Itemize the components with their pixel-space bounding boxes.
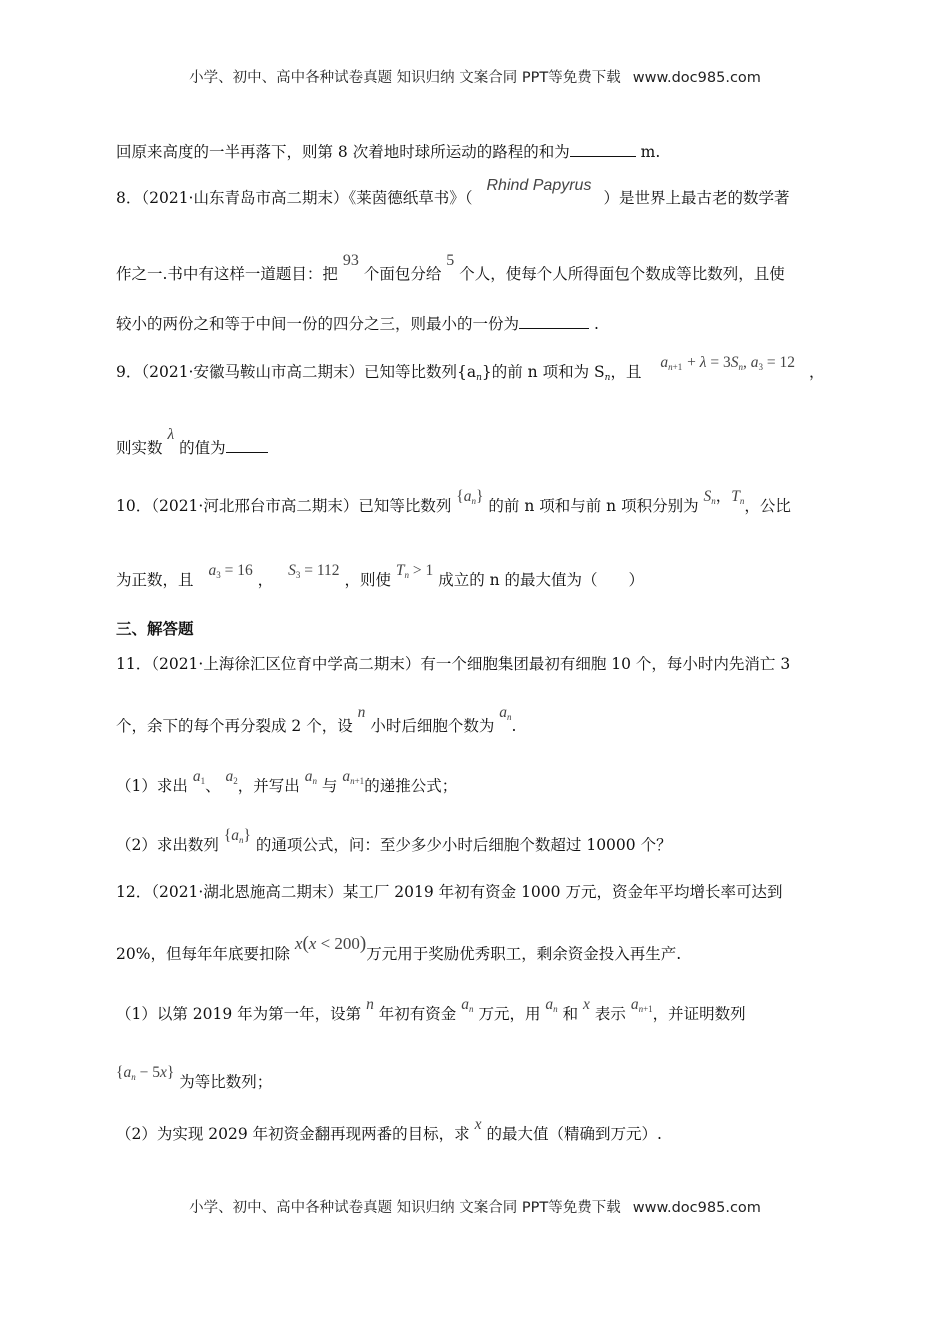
q9-text-d: ， xyxy=(809,363,825,381)
question-12-part1 xyxy=(116,996,746,1024)
question-9-line2 xyxy=(116,426,268,458)
question-12-line1: 12．（2021·湖北恩施高二期末）某工厂 2019 年初有资金 1000 万元，资金年平均增长率可达到 xyxy=(116,883,783,901)
q11-seq-an: $\{a_n\}$ xyxy=(223,827,251,845)
section-3-heading: 三、解答题 xyxy=(116,620,194,638)
q8-text-l2b: 个面包分给 xyxy=(363,265,442,283)
q11-an-plus-1: $a_{n+1}$ xyxy=(342,768,365,786)
q12-var-an-2: $a_n$ xyxy=(545,996,558,1014)
question-11-line1: 11．（2021·上海徐汇区位育中学高二期末）有一个细胞集团最初有细胞 10 个，每小时内先消亡 3 xyxy=(116,655,791,673)
q8-answer-blank[interactable] xyxy=(519,316,589,329)
q9-text-b: }的前 n 项和为 S xyxy=(481,363,605,381)
q11-var-n: n xyxy=(357,704,366,721)
question-8-line1 xyxy=(116,177,790,208)
q11-p1-text-e: 的递推公式； xyxy=(364,777,458,795)
q12-p2-text-a: （2）为实现 2029 年初资金翻再现两番的目标，求 xyxy=(116,1125,470,1143)
question-10-line1 xyxy=(116,487,791,516)
question-8-line3 xyxy=(116,312,599,334)
q10-text-l2c: ，则使 xyxy=(344,571,391,589)
q9-lambda-symbol: λ xyxy=(167,426,175,443)
q9-text-a: 9．（2021·安徽马鞍山市高二期末）已知等比数列{a xyxy=(116,363,477,381)
q9-text-l2b: 的值为 xyxy=(179,439,226,457)
question-11-part1 xyxy=(116,768,458,796)
question-12-part1-cont xyxy=(116,1064,273,1092)
q12-p1-text-b: 年初有资金 xyxy=(378,1005,457,1023)
q10-s3-eq: $S_3 = 112$ xyxy=(288,562,340,580)
q12-var-x-2: x xyxy=(474,1116,482,1133)
q10-text-b: 的前 n 项和与前 n 项积分别为 xyxy=(488,497,699,515)
q8-number-5: 5 xyxy=(446,252,455,269)
q12-seq-an-minus-5x: $\{a_n - 5x\}$ xyxy=(116,1064,175,1082)
q7-answer-blank[interactable] xyxy=(570,144,636,157)
q11-p2-text-b: 的通项公式，问：至少多少小时后细胞个数超过 10000 个？ xyxy=(255,836,672,854)
q10-sn-tn: $S_n$，$T_n$ xyxy=(703,487,745,506)
question-8-line2 xyxy=(116,252,785,284)
q12-p1-text-f: ，并证明数列 xyxy=(652,1005,746,1023)
q11-var-an: $a_n$ xyxy=(499,704,512,722)
q11-text-l2a: 个，余下的每个再分裂成 2 个，设 xyxy=(116,717,353,735)
q8-number-93: 93 xyxy=(342,252,359,269)
q12-p1-text-c: 万元，用 xyxy=(478,1005,541,1023)
q11-a1: $a_1$ xyxy=(192,768,206,786)
page-footer xyxy=(0,1196,950,1217)
question-10-line2 xyxy=(116,562,645,590)
q9-formula: $a_{n+1} + \lambda = 3S_n$, $a_3 = 12$ xyxy=(660,354,795,372)
q12-var-an-plus-1: $a_{n+1}$ xyxy=(630,996,653,1014)
q12-var-n: n xyxy=(366,996,374,1013)
q12-p2-text-b: 的最大值（精确到万元）. xyxy=(486,1125,662,1143)
q11-p1-text-b: 、 xyxy=(205,777,221,795)
q7-unit: m. xyxy=(640,143,661,161)
q8-text-l2a: 作之一.书中有这样一道题目：把 xyxy=(116,265,338,283)
q7-text: 回原来高度的一半再落下，则第 8 次着地时球所运动的路程的和为 xyxy=(116,143,570,161)
question-11-line2 xyxy=(116,704,517,736)
question-12-line2 xyxy=(116,933,682,965)
q12-var-x: x xyxy=(583,996,590,1013)
q8-text-b: ）是世界上最古老的数学著 xyxy=(603,189,790,207)
q12-var-an: $a_n$ xyxy=(461,996,474,1014)
header-site-link[interactable]: www.doc985.com xyxy=(632,70,761,86)
q12-x-lt-200: x(x < 200) xyxy=(294,933,367,954)
q12-text-l2a: 20%，但每年年底要扣除 xyxy=(116,945,290,963)
q10-text-l2d: 成立的 n 的最大值为（ ） xyxy=(438,571,645,589)
question-11-part2 xyxy=(116,827,672,855)
q10-text-c: ，公比 xyxy=(744,497,791,515)
q7-continuation xyxy=(116,140,660,162)
q8-text-l2c: 个人，使每个人所得面包个数成等比数列，且使 xyxy=(459,265,785,283)
q12-text-l2b: 万元用于奖励优秀职工，剩余资金投入再生产. xyxy=(366,945,682,963)
q8-rhind-papyrus: Rhind Papyrus xyxy=(486,177,592,194)
q11-p1-text-c: ，并写出 xyxy=(237,777,300,795)
q10-a3-eq: $a_3 = 16$ xyxy=(208,562,253,580)
q11-a2: $a_2$ xyxy=(225,768,238,786)
q8-text-end: . xyxy=(593,315,599,333)
q10-text-l2a: 为正数，且 xyxy=(116,571,194,589)
page-header xyxy=(0,66,950,87)
q10-text-a: 10．（2021·河北邢台市高二期末）已知等比数列 xyxy=(116,497,452,515)
q12-p1-text-a: （1）以第 2019 年为第一年，设第 xyxy=(116,1005,362,1023)
footer-text: 小学、初中、高中各种试卷真题 知识归纳 文案合同 PPT等免费下载 xyxy=(189,1200,621,1216)
question-9-line1: 9．（2021·安徽马鞍山市高二期末）已知等比数列$\{a_n\}$的前 n 项和为 $S_n$，且 $a_{n+1} + \lambda = 3S_n$, $a_3 = 12$， xyxy=(116,354,825,383)
footer-site-link[interactable]: www.doc985.com xyxy=(632,1200,761,1216)
q9-answer-blank[interactable] xyxy=(226,440,268,453)
q11-p1-text-d: 与 xyxy=(321,777,338,795)
header-text: 小学、初中、高中各种试卷真题 知识归纳 文案合同 PPT等免费下载 xyxy=(189,70,621,86)
q10-seq-an: $\{a_n\}$ xyxy=(456,488,484,506)
question-12-part2 xyxy=(116,1116,662,1144)
q12-p1-text-g: 为等比数列； xyxy=(179,1073,273,1091)
q8-text-l3: 较小的两份之和等于中间一份的四分之三，则最小的一份为 xyxy=(116,315,520,333)
q11-p1-text-a: （1）求出 xyxy=(116,777,188,795)
q11-text-l2b: 小时后细胞个数为 xyxy=(370,717,495,735)
q11-an: $a_n$ xyxy=(304,768,317,786)
q8-text-a: 8．（2021·山东青岛市高二期末）《莱茵德纸草书》（ xyxy=(116,189,473,207)
q12-p1-text-d: 和 xyxy=(562,1005,579,1023)
q10-tn-gt-1: $T_n > 1$ xyxy=(395,562,434,580)
q9-text-l2a: 则实数 xyxy=(116,439,163,457)
q10-text-l2b: ， xyxy=(257,571,274,589)
q11-p2-text-a: （2）求出数列 xyxy=(116,836,219,854)
q12-p1-text-e: 表示 xyxy=(594,1005,626,1023)
q9-text-c: ，且 xyxy=(610,363,642,381)
q11-text-l2c: . xyxy=(511,717,517,735)
